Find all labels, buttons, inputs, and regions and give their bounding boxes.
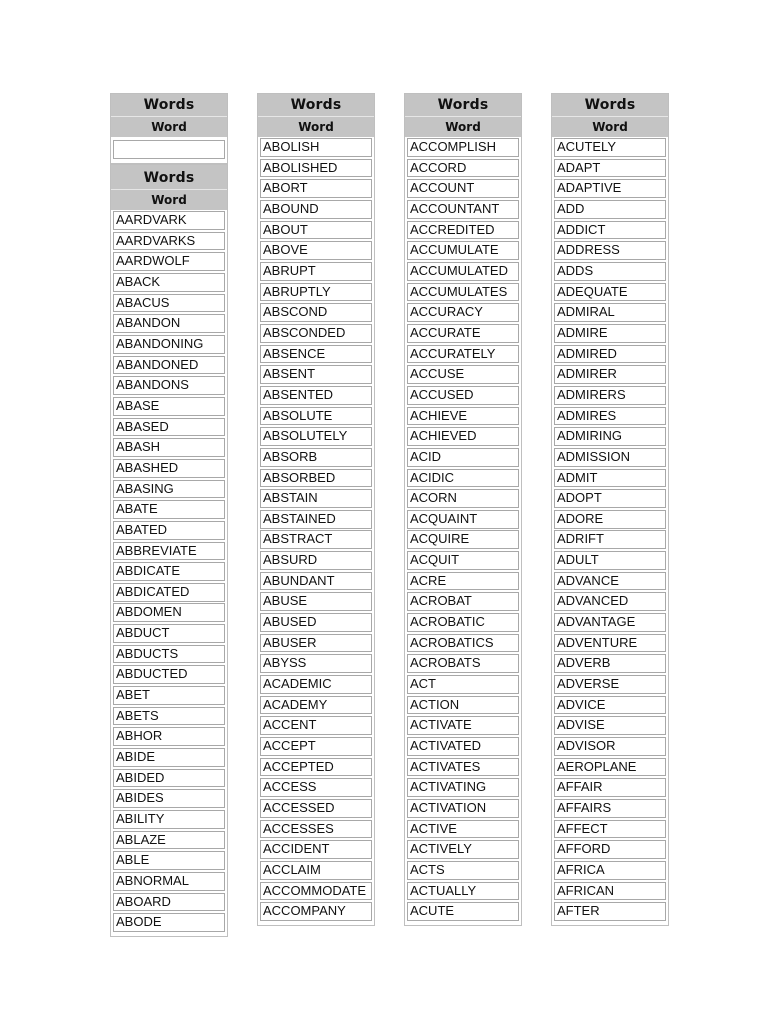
word-cell: ADOPT xyxy=(554,489,666,508)
word-cell: ACIDIC xyxy=(407,469,519,488)
word-cell: ADMIT xyxy=(554,469,666,488)
word-cell: ADULT xyxy=(554,551,666,570)
word-cell: ABOVE xyxy=(260,241,372,260)
word-cell: ADVANTAGE xyxy=(554,613,666,632)
word-cell: ADMIRERS xyxy=(554,386,666,405)
word-cell: ABOARD xyxy=(113,893,225,912)
word-cell: ACRE xyxy=(407,572,519,591)
word-cell: ACCESS xyxy=(260,778,372,797)
word-cell: ADMIRING xyxy=(554,427,666,446)
word-cell: ACCOUNT xyxy=(407,179,519,198)
word-cell: ACT xyxy=(407,675,519,694)
word-cell: ABNORMAL xyxy=(113,872,225,891)
word-cell: ACCUMULATE xyxy=(407,241,519,260)
word-cell: ABSENTED xyxy=(260,386,372,405)
word-cell: ADEQUATE xyxy=(554,283,666,302)
column-header: Word xyxy=(111,116,227,137)
word-cell: ABUSE xyxy=(260,592,372,611)
word-cell: ABRUPT xyxy=(260,262,372,281)
word-cell: AARDWOLF xyxy=(113,252,225,271)
word-cell: ACCUSE xyxy=(407,365,519,384)
word-cell: AFFORD xyxy=(554,840,666,859)
word-cell: AEROPLANE xyxy=(554,758,666,777)
word-cell: ADORE xyxy=(554,510,666,529)
word-cell: AFFAIRS xyxy=(554,799,666,818)
word-cell: ABDUCTED xyxy=(113,665,225,684)
word-cell: ADMISSION xyxy=(554,448,666,467)
word-cell: ACQUIT xyxy=(407,551,519,570)
word-cell: ADMIRAL xyxy=(554,303,666,322)
word-cell: ADMIRE xyxy=(554,324,666,343)
word-cell: ABUNDANT xyxy=(260,572,372,591)
word-cell: ACCLAIM xyxy=(260,861,372,880)
word-cell: ACTIVATE xyxy=(407,716,519,735)
word-cell: ADVISOR xyxy=(554,737,666,756)
word-cell: AFTER xyxy=(554,902,666,921)
word-cell: ACROBATS xyxy=(407,654,519,673)
word-cell: ABSCOND xyxy=(260,303,372,322)
word-cell: ABSURD xyxy=(260,551,372,570)
column-header: Word xyxy=(111,189,227,210)
word-cell: AFFECT xyxy=(554,820,666,839)
word-cell: ABSORBED xyxy=(260,469,372,488)
word-cell: ABUSED xyxy=(260,613,372,632)
word-cell: ABDUCTS xyxy=(113,645,225,664)
table-title: Words xyxy=(258,94,374,116)
word-cell: ACTIVE xyxy=(407,820,519,839)
word-cell: ACCEPT xyxy=(260,737,372,756)
word-cell: ACID xyxy=(407,448,519,467)
word-list xyxy=(552,137,668,925)
word-cell: ABSTAINED xyxy=(260,510,372,529)
word-cell: ACTS xyxy=(407,861,519,880)
word-cell: ACCESSED xyxy=(260,799,372,818)
word-cell: ACCIDENT xyxy=(260,840,372,859)
word-cell: ACCEPTED xyxy=(260,758,372,777)
word-cell: ACTIVATES xyxy=(407,758,519,777)
word-table xyxy=(551,93,669,926)
word-cell: ABOLISHED xyxy=(260,159,372,178)
word-cell: ABIDED xyxy=(113,769,225,788)
table-title: Words xyxy=(111,165,227,189)
word-cell: ACUTELY xyxy=(554,138,666,157)
word-cell: ABRUPTLY xyxy=(260,283,372,302)
word-cell: ABSENT xyxy=(260,365,372,384)
word-column-2 xyxy=(257,93,375,926)
word-cell: ADMIRER xyxy=(554,365,666,384)
word-cell: ABSENCE xyxy=(260,345,372,364)
word-cell: ABSTRACT xyxy=(260,530,372,549)
word-cell: ABASE xyxy=(113,397,225,416)
word-cell: ACCESSES xyxy=(260,820,372,839)
word-cell: ACROBAT xyxy=(407,592,519,611)
column-header: Word xyxy=(405,116,521,137)
word-cell: ACTIVATING xyxy=(407,778,519,797)
word-cell: ACHIEVE xyxy=(407,407,519,426)
word-table xyxy=(404,93,522,926)
word-column-1 xyxy=(110,93,228,937)
word-cell: ABLAZE xyxy=(113,831,225,850)
word-cell: ACROBATICS xyxy=(407,634,519,653)
word-cell: ABODE xyxy=(113,913,225,932)
word-cell: ABDICATED xyxy=(113,583,225,602)
word-cell: ABASHED xyxy=(113,459,225,478)
word-cell: ABYSS xyxy=(260,654,372,673)
word-cell: ACADEMIC xyxy=(260,675,372,694)
word-cell: ACCENT xyxy=(260,716,372,735)
word-cell: ADVANCED xyxy=(554,592,666,611)
word-cell: ACTUALLY xyxy=(407,882,519,901)
word-cell: AFFAIR xyxy=(554,778,666,797)
word-cell: ADMIRED xyxy=(554,345,666,364)
word-cell: AARDVARKS xyxy=(113,232,225,251)
word-cell: ACADEMY xyxy=(260,696,372,715)
word-column-3 xyxy=(404,93,522,926)
empty-cell xyxy=(113,140,225,159)
word-cell: ACCOMPANY xyxy=(260,902,372,921)
table-title: Words xyxy=(405,94,521,116)
word-cell: ABETS xyxy=(113,707,225,726)
word-cell: ACQUIRE xyxy=(407,530,519,549)
word-cell: ACCOMPLISH xyxy=(407,138,519,157)
column-header: Word xyxy=(552,116,668,137)
word-cell: ACCOMMODATE xyxy=(260,882,372,901)
word-cell: ABACUS xyxy=(113,294,225,313)
column-header: Word xyxy=(258,116,374,137)
word-cell: ADRIFT xyxy=(554,530,666,549)
word-cell: ACCUSED xyxy=(407,386,519,405)
word-cell: ADVENTURE xyxy=(554,634,666,653)
word-cell: ABIDES xyxy=(113,789,225,808)
word-cell: ACROBATIC xyxy=(407,613,519,632)
word-cell: ABET xyxy=(113,686,225,705)
word-cell: ADDICT xyxy=(554,221,666,240)
word-cell: ABSTAIN xyxy=(260,489,372,508)
word-cell: ACTIVATED xyxy=(407,737,519,756)
word-list xyxy=(258,137,374,925)
word-cell: ABASING xyxy=(113,480,225,499)
word-cell: ADDS xyxy=(554,262,666,281)
word-cell: ADVANCE xyxy=(554,572,666,591)
word-column-4 xyxy=(551,93,669,926)
word-cell: AFRICAN xyxy=(554,882,666,901)
word-cell: ABATED xyxy=(113,521,225,540)
word-cell: ACCUMULATED xyxy=(407,262,519,281)
word-cell: ACHIEVED xyxy=(407,427,519,446)
word-cell: ABANDONED xyxy=(113,356,225,375)
table-title: Words xyxy=(552,94,668,116)
word-cell: ABORT xyxy=(260,179,372,198)
word-cell: ABHOR xyxy=(113,727,225,746)
word-cell: ABOUND xyxy=(260,200,372,219)
word-cell: ABASED xyxy=(113,418,225,437)
word-cell: ADAPTIVE xyxy=(554,179,666,198)
word-list xyxy=(111,210,227,936)
word-cell: AARDVARK xyxy=(113,211,225,230)
word-cell: ABDICATE xyxy=(113,562,225,581)
word-cell: ABDOMEN xyxy=(113,603,225,622)
word-cell: ABIDE xyxy=(113,748,225,767)
word-cell: ACTIVATION xyxy=(407,799,519,818)
word-cell: ABUSER xyxy=(260,634,372,653)
prefix-table xyxy=(110,93,228,164)
word-cell: ABILITY xyxy=(113,810,225,829)
word-cell: ABLE xyxy=(113,851,225,870)
word-cell: ABACK xyxy=(113,273,225,292)
word-cell: ABSOLUTELY xyxy=(260,427,372,446)
word-cell: ABSOLUTE xyxy=(260,407,372,426)
word-cell: AFRICA xyxy=(554,861,666,880)
word-cell: ABANDONS xyxy=(113,376,225,395)
word-cell: ADVISE xyxy=(554,716,666,735)
word-cell: ADD xyxy=(554,200,666,219)
word-cell: ABBREVIATE xyxy=(113,542,225,561)
word-cell: ABSORB xyxy=(260,448,372,467)
word-cell: ACTION xyxy=(407,696,519,715)
word-cell: ACCURATE xyxy=(407,324,519,343)
word-cell: ADAPT xyxy=(554,159,666,178)
word-cell: ACTIVELY xyxy=(407,840,519,859)
word-table xyxy=(257,93,375,926)
word-cell: ABANDON xyxy=(113,314,225,333)
word-list xyxy=(405,137,521,925)
word-cell: ACCORD xyxy=(407,159,519,178)
word-cell: ABASH xyxy=(113,438,225,457)
word-cell: ABATE xyxy=(113,500,225,519)
prefix-rows xyxy=(111,137,227,163)
word-cell: ADVERSE xyxy=(554,675,666,694)
word-cell: ABDUCT xyxy=(113,624,225,643)
word-cell: ACUTE xyxy=(407,902,519,921)
word-cell: ACCOUNTANT xyxy=(407,200,519,219)
word-cell: ACORN xyxy=(407,489,519,508)
word-cell: ABSCONDED xyxy=(260,324,372,343)
word-cell: ADMIRES xyxy=(554,407,666,426)
word-cell: ABANDONING xyxy=(113,335,225,354)
word-cell: ACCURACY xyxy=(407,303,519,322)
word-cell: ACQUAINT xyxy=(407,510,519,529)
word-cell: ADDRESS xyxy=(554,241,666,260)
word-cell: ABOLISH xyxy=(260,138,372,157)
word-cell: ACCUMULATES xyxy=(407,283,519,302)
table-title: Words xyxy=(111,94,227,116)
word-cell: ADVICE xyxy=(554,696,666,715)
word-table xyxy=(110,164,228,937)
word-cell: ACCURATELY xyxy=(407,345,519,364)
word-cell: ACCREDITED xyxy=(407,221,519,240)
word-cell: ADVERB xyxy=(554,654,666,673)
word-cell: ABOUT xyxy=(260,221,372,240)
